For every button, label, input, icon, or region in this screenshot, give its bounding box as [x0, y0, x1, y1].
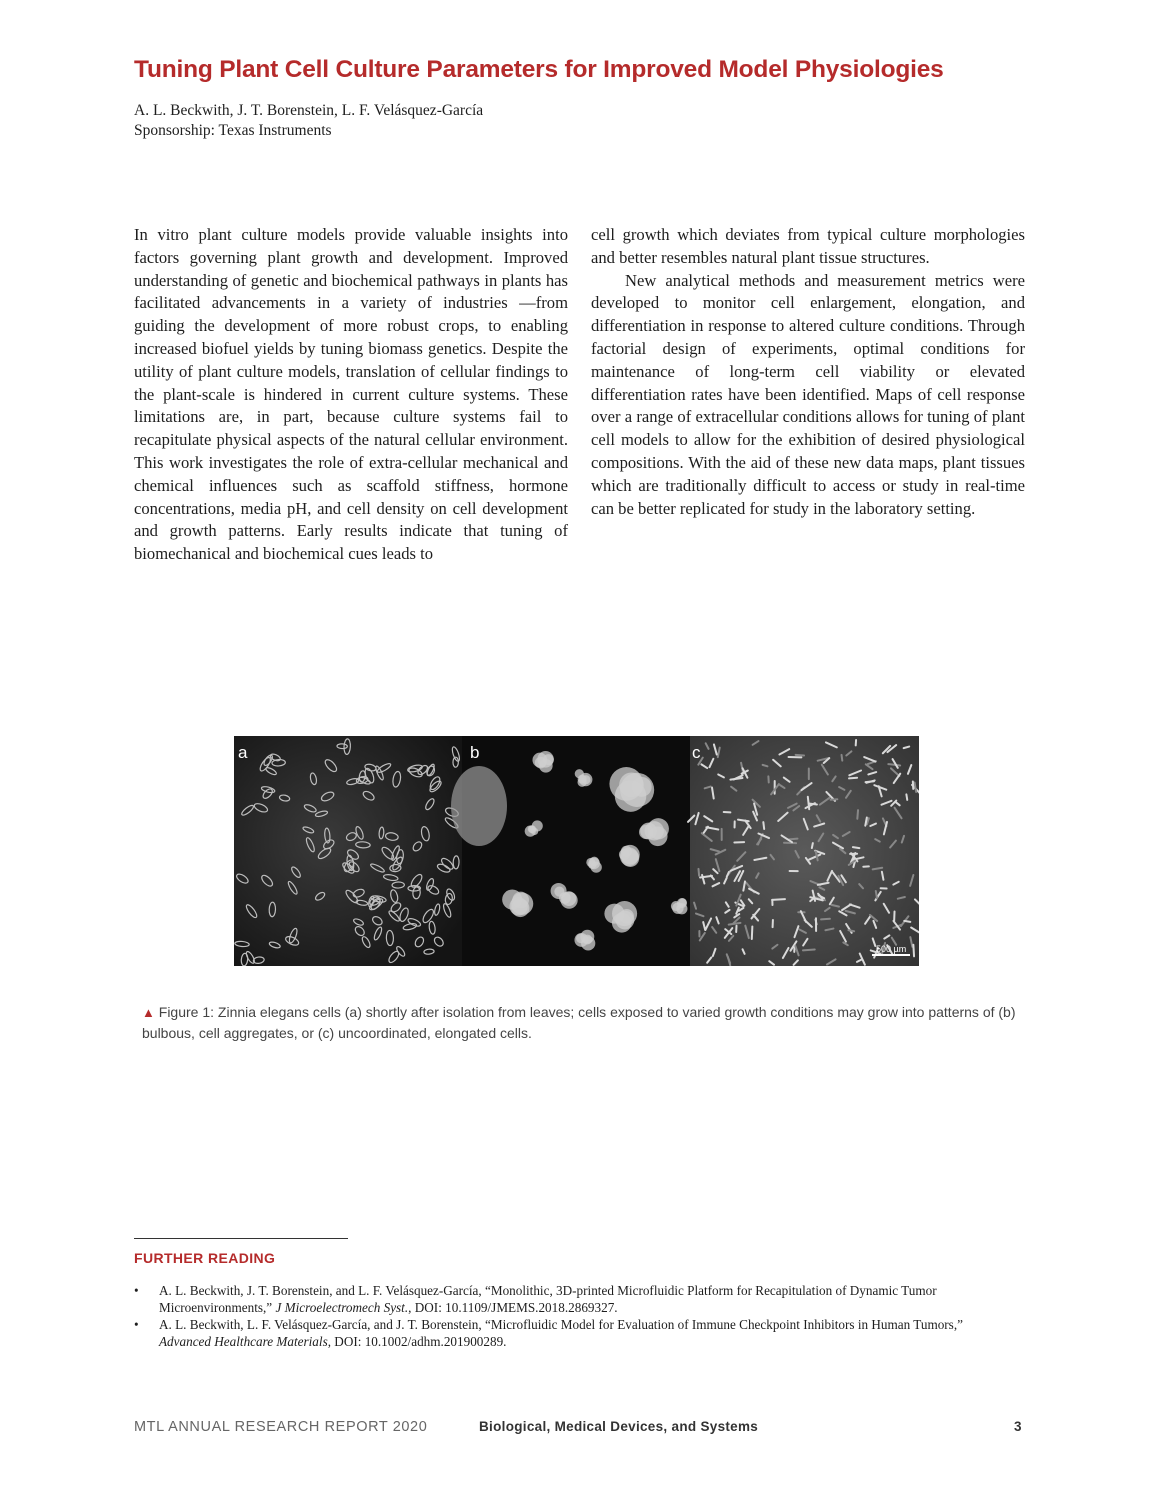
cell-elongated [849, 778, 857, 779]
bullet-icon: • [134, 1317, 139, 1332]
cell-elongated [876, 891, 877, 898]
reference-text: A. L. Beckwith, L. F. Velásquez-García, and J. T. Borenstein, “Microfluidic Model for Evaluation of Immune Checkpoint Inhibitors in Human Tumors,” [159, 1317, 963, 1332]
panel-label-c: c [692, 743, 701, 762]
cell-elongated [913, 945, 914, 957]
cell-elongated [853, 847, 859, 848]
cell-aggregate [502, 890, 522, 910]
cell-elongated [808, 797, 809, 810]
cell-aggregate [535, 757, 547, 769]
body-right-column [591, 224, 1025, 520]
cell-elongated [906, 794, 907, 800]
cell-elongated [816, 919, 817, 924]
reference-doi: , DOI: 10.1109/JMEMS.2018.2869327. [408, 1300, 618, 1315]
micrograph-image [234, 736, 919, 966]
cell-aggregate [671, 901, 681, 911]
cell-elongated [842, 755, 843, 761]
body-paragraph-1: In vitro plant culture models provide valuable insights into factors governing plant growth and development. Improved understanding of genetic and biochemical pathways in plants has facilitated advancements in a variety of industries —from guiding the development of more robust crops, to enabling increased biofuel yields by tuning biomass genetics. Despite the utility of plant culture models, translation of cellular findings to the plant-scale is hindered in current culture systems. These limitations are, in part, because culture systems fail to recapitulate physical aspects of the natural cellular environment. This work investigates the role of extra-cellular mechanical and chemical influences such as scaffold stiffness, hormone concentrations, media pH, and cell density on cell development and growth patterns. Early results indicate that tuning of biomechanical and biochemical cues leads to [134, 225, 568, 564]
panel-b-background [462, 736, 690, 966]
cell-elongated [821, 919, 830, 920]
cell-aggregate [580, 930, 594, 944]
page-number: 3 [1014, 1419, 1022, 1434]
cell-elongated [789, 839, 797, 840]
cell-aggregate [525, 826, 536, 837]
cell-aggregate [619, 849, 630, 860]
figure-micrograph [234, 736, 919, 966]
body-paragraph-1-continued: cell growth which deviates from typical culture morphologies and better resembles natural plant tissue structures. [591, 225, 1025, 267]
scale-bar-label: 500 µm [876, 944, 907, 954]
authors: A. L. Beckwith, J. T. Borenstein, L. F. Velásquez-García [134, 102, 484, 119]
scale-bar [872, 954, 910, 956]
cell-elongated [763, 822, 764, 829]
cell-elongated [698, 869, 699, 876]
cell-elongated [772, 899, 785, 900]
cell-aggregate [562, 891, 577, 906]
bullet-icon: • [134, 1283, 139, 1298]
cell-elongated [812, 843, 813, 848]
cell-cluster [451, 766, 507, 846]
cell-elongated [803, 949, 815, 950]
cell-elongated [866, 781, 874, 782]
caption-triangle-icon: ▲ [142, 1005, 155, 1020]
cell-aggregate [615, 780, 647, 812]
cell-elongated [752, 926, 753, 939]
reference-item [134, 1316, 1014, 1350]
cell-aggregate [581, 775, 590, 784]
cell-aggregate [640, 823, 657, 840]
cell-elongated [796, 755, 804, 756]
panel-label-a: a [238, 743, 248, 762]
reference-journal: J Microelectromech Syst. [275, 1300, 409, 1315]
caption-text: Figure 1: Zinnia elegans cells (a) shortly after isolation from leaves; cells exposed to varied growth conditions may grow into patterns of (b) bulbous, cell aggregates, or (c) uncoordinated, elongated cells. [142, 1004, 1016, 1041]
cell-aggregate [616, 911, 635, 930]
cell-elongated [848, 930, 854, 931]
cell-elongated [763, 765, 768, 766]
reference-item [134, 1282, 1014, 1316]
reference-doi: , DOI: 10.1002/adhm.201900289. [327, 1334, 507, 1349]
cell-elongated [888, 764, 900, 765]
reference-list [134, 1282, 1014, 1350]
footer-section-name: Biological, Medical Devices, and Systems [479, 1419, 759, 1434]
panel-label-b: b [470, 743, 480, 762]
figure-caption [142, 1002, 1022, 1044]
footer-report-name: MTL ANNUAL RESEARCH REPORT 2020 [134, 1419, 428, 1435]
sponsorship: Sponsorship: Texas Instruments [134, 122, 332, 139]
reference-text: A. L. Beckwith, J. T. Borenstein, and L. F. Velásquez-García, “Monolithic, 3D-printed Microfluidic Platform for Recapitulation of Dynamic Tumor Microenvironments,” [159, 1283, 937, 1315]
cell-elongated [831, 799, 838, 800]
cell-elongated [857, 810, 858, 819]
reference-journal: Advanced Healthcare Materials [159, 1334, 328, 1349]
body-paragraph-2: New analytical methods and measurement metrics were developed to monitor cell enlargement, elongation, and differentiation in response to altered culture conditions. Through factorial design of experiments, optimal conditions for maintenance of long-term cell viability or elevated differentiation rates have been identified. Maps of cell response over a range of extracellular conditions allows for tuning of plant cell models to allow for the exhibition of desired physiological compositions. With the aid of these new data maps, plant tissues which are traditionally difficult to access or study in real-time can be better replicated for study in the laboratory setting. [591, 270, 1025, 518]
further-reading-heading: FURTHER READING [134, 1250, 276, 1266]
body-left-column [134, 224, 568, 566]
cell-elongated [904, 921, 910, 922]
page-title: Tuning Plant Cell Culture Parameters for Improved Model Physiologies [134, 56, 944, 83]
cell-aggregate [589, 857, 599, 867]
section-divider [134, 1238, 348, 1239]
